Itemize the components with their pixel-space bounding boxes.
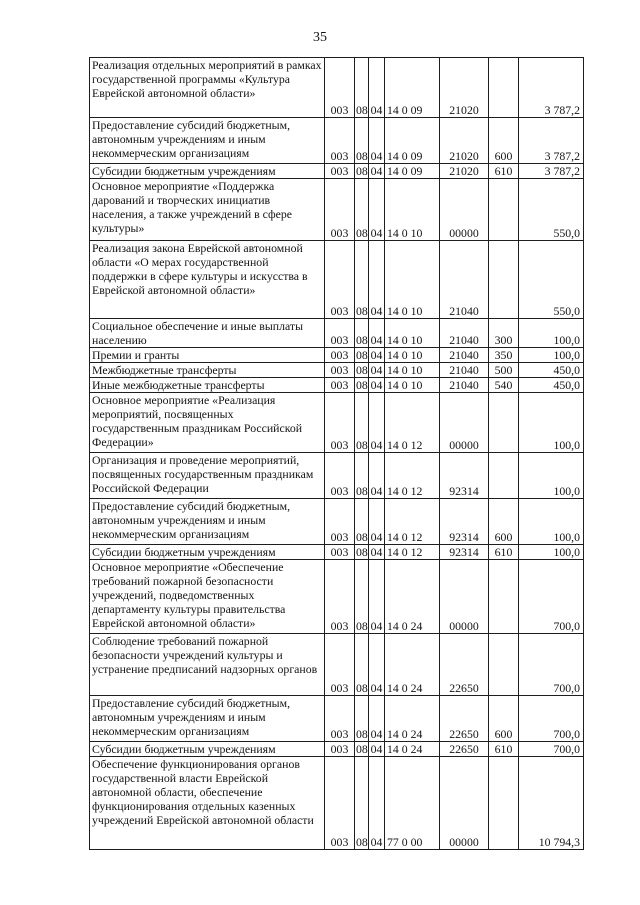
target-code: 22650 [440, 696, 489, 742]
ministry-code: 003 [325, 634, 355, 696]
amount: 100,0 [519, 348, 584, 363]
section-code: 08 [355, 634, 369, 696]
expense-kind-code [489, 58, 519, 118]
program-code: 14 0 24 [385, 634, 440, 696]
row-description: Реализация отдельных мероприятий в рамках государственной программы «Культура Еврейской автономной области» [90, 58, 325, 118]
row-description: Обеспечение функционирования органов государственной власти Еврейской автономной области, обеспечение функционирования отдельных казенных учреждений Еврейской автономной области [90, 757, 325, 850]
ministry-code: 003 [325, 453, 355, 499]
program-code: 14 0 12 [385, 499, 440, 545]
section-code: 08 [355, 560, 369, 634]
expense-kind-code: 610 [489, 164, 519, 179]
table-row [90, 378, 584, 393]
row-description: Субсидии бюджетным учреждениям [90, 742, 325, 757]
amount: 700,0 [519, 560, 584, 634]
page-number: 35 [313, 30, 327, 45]
target-code: 21040 [440, 378, 489, 393]
row-description: Субсидии бюджетным учреждениям [90, 164, 325, 179]
subsection-code: 04 [369, 560, 385, 634]
section-code: 08 [355, 696, 369, 742]
table-row [90, 499, 584, 545]
table-row [90, 118, 584, 164]
table-row [90, 393, 584, 453]
target-code: 00000 [440, 757, 489, 850]
program-code: 14 0 09 [385, 118, 440, 164]
target-code: 22650 [440, 742, 489, 757]
subsection-code: 04 [369, 241, 385, 319]
ministry-code: 003 [325, 378, 355, 393]
subsection-code: 04 [369, 453, 385, 499]
subsection-code: 04 [369, 696, 385, 742]
section-code: 08 [355, 241, 369, 319]
table-row [90, 164, 584, 179]
program-code: 14 0 24 [385, 742, 440, 757]
row-description: Предоставление субсидий бюджетным, автономным учреждениям и иным некоммерческим организациям [90, 696, 325, 742]
section-code: 08 [355, 499, 369, 545]
program-code: 14 0 10 [385, 319, 440, 348]
target-code: 21020 [440, 164, 489, 179]
program-code: 14 0 24 [385, 560, 440, 634]
expense-kind-code [489, 634, 519, 696]
amount: 550,0 [519, 241, 584, 319]
target-code: 21040 [440, 241, 489, 319]
subsection-code: 04 [369, 179, 385, 241]
ministry-code: 003 [325, 696, 355, 742]
table-row [90, 560, 584, 634]
target-code: 00000 [440, 560, 489, 634]
amount: 100,0 [519, 393, 584, 453]
amount: 550,0 [519, 179, 584, 241]
row-description: Социальное обеспечение и иные выплаты населению [90, 319, 325, 348]
program-code: 14 0 24 [385, 696, 440, 742]
target-code: 21040 [440, 363, 489, 378]
expense-kind-code: 600 [489, 118, 519, 164]
expense-kind-code [489, 560, 519, 634]
section-code: 08 [356, 348, 368, 362]
amount: 3 787,2 [519, 164, 584, 179]
program-code: 77 0 00 [385, 757, 440, 850]
subsection-code: 04 [369, 545, 385, 560]
amount: 450,0 [519, 378, 584, 393]
table-row [90, 363, 584, 378]
program-code: 14 0 12 [385, 545, 440, 560]
subsection-code: 04 [369, 378, 385, 393]
ministry-code: 003 [325, 742, 355, 757]
ministry-code: 003 [325, 118, 355, 164]
amount: 100,0 [519, 453, 584, 499]
row-description: Организация и проведение мероприятий, посвященных государственным праздникам Российской Федерации [90, 453, 325, 499]
section-code: 08 [355, 453, 369, 499]
program-code: 14 0 10 [385, 241, 440, 319]
expense-kind-code [489, 241, 519, 319]
subsection-code: 04 [369, 58, 385, 118]
expense-kind-code [489, 179, 519, 241]
table-row [90, 319, 584, 348]
program-code: 14 0 12 [385, 453, 440, 499]
program-code: 14 0 10 [385, 363, 440, 378]
target-code: 00000 [440, 179, 489, 241]
table-row [90, 241, 584, 319]
section-code: 08 [355, 118, 369, 164]
table-row [90, 58, 584, 118]
row-description: Премии и гранты [90, 348, 325, 363]
section-code: 08 [356, 545, 368, 559]
expense-kind-code: 600 [489, 499, 519, 545]
ministry-code: 003 [325, 58, 355, 118]
table-row [90, 545, 584, 560]
ministry-code: 003 [325, 757, 355, 850]
subsection-code: 04 [369, 742, 385, 757]
ministry-code: 003 [325, 560, 355, 634]
budget-table [89, 57, 584, 850]
program-code: 14 0 09 [385, 164, 440, 179]
section-code: 08 [355, 179, 369, 241]
target-code: 92314 [440, 545, 489, 560]
expense-kind-code: 500 [489, 363, 519, 378]
subsection-code: 04 [369, 164, 385, 179]
row-description: Соблюдение требований пожарной безопасности учреждений культуры и устранение предписаний надзорных органов [90, 634, 325, 696]
row-description: Субсидии бюджетным учреждениям [90, 545, 325, 560]
ministry-code: 003 [325, 241, 355, 319]
target-code: 21040 [440, 319, 489, 348]
target-code: 00000 [440, 393, 489, 453]
expense-kind-code: 600 [489, 696, 519, 742]
amount: 700,0 [519, 634, 584, 696]
ministry-code: 003 [325, 545, 355, 560]
amount: 100,0 [519, 499, 584, 545]
ministry-code: 003 [325, 393, 355, 453]
target-code: 92314 [440, 453, 489, 499]
ministry-code: 003 [325, 363, 355, 378]
expense-kind-code [489, 757, 519, 850]
expense-kind-code [489, 393, 519, 453]
ministry-code: 003 [325, 499, 355, 545]
row-description: Реализация закона Еврейской автономной области «О мерах государственной поддержки в сфере культуры и искусства в Еврейской автономной области» [90, 241, 325, 319]
expense-kind-code [489, 453, 519, 499]
table-row [90, 453, 584, 499]
row-description: Основное мероприятие «Обеспечение требований пожарной безопасности учреждений, подведомственных департаменту культуры правительства Еврейской автономной области» [90, 560, 325, 634]
subsection-code: 04 [369, 393, 385, 453]
ministry-code: 003 [325, 348, 355, 363]
target-code: 92314 [440, 499, 489, 545]
section-code: 08 [355, 757, 369, 850]
subsection-code: 04 [369, 634, 385, 696]
section-code: 08 [355, 319, 369, 348]
ministry-code: 003 [325, 319, 355, 348]
target-code: 22650 [440, 634, 489, 696]
expense-kind-code: 540 [489, 378, 519, 393]
program-code: 14 0 09 [385, 58, 440, 118]
expense-kind-code: 350 [489, 348, 519, 363]
section-code: 08 [356, 363, 368, 377]
amount: 100,0 [519, 545, 584, 560]
row-description: Иные межбюджетные трансферты [90, 378, 325, 393]
target-code: 21020 [440, 118, 489, 164]
program-code: 14 0 10 [385, 179, 440, 241]
row-description: Основное мероприятие «Реализация мероприятий, посвященных государственным праздникам Российской Федерации» [90, 393, 325, 453]
amount: 100,0 [519, 319, 584, 348]
amount: 10 794,3 [519, 757, 584, 850]
target-code: 21040 [440, 348, 489, 363]
expense-kind-code: 610 [489, 742, 519, 757]
section-code: 08 [355, 58, 369, 118]
program-code: 14 0 10 [385, 348, 440, 363]
subsection-code: 04 [369, 118, 385, 164]
section-code: 08 [356, 742, 368, 756]
row-description: Предоставление субсидий бюджетным, автономным учреждениям и иным некоммерческим организациям [90, 499, 325, 545]
table-row [90, 348, 584, 363]
section-code: 08 [355, 393, 369, 453]
expense-kind-code: 300 [489, 319, 519, 348]
table-body [90, 58, 584, 850]
program-code: 14 0 10 [385, 378, 440, 393]
expense-kind-code: 610 [489, 545, 519, 560]
target-code: 21020 [440, 58, 489, 118]
amount: 700,0 [519, 696, 584, 742]
table-row [90, 742, 584, 757]
ministry-code: 003 [325, 164, 355, 179]
table-row [90, 757, 584, 850]
table-row [90, 696, 584, 742]
section-code: 08 [356, 378, 368, 392]
row-description: Межбюджетные трансферты [90, 363, 325, 378]
subsection-code: 04 [369, 499, 385, 545]
amount: 450,0 [519, 363, 584, 378]
amount: 700,0 [519, 742, 584, 757]
amount: 3 787,2 [519, 118, 584, 164]
amount: 3 787,2 [519, 58, 584, 118]
table-row [90, 179, 584, 241]
subsection-code: 04 [369, 363, 385, 378]
program-code: 14 0 12 [385, 393, 440, 453]
table-row [90, 634, 584, 696]
subsection-code: 04 [369, 757, 385, 850]
row-description: Предоставление субсидий бюджетным, автономным учреждениям и иным некоммерческим организациям [90, 118, 325, 164]
section-code: 08 [356, 164, 368, 178]
subsection-code: 04 [369, 319, 385, 348]
subsection-code: 04 [369, 348, 385, 363]
row-description: Основное мероприятие «Поддержка дарований и творческих инициатив населения, а также учреждений в сфере культуры» [90, 179, 325, 241]
ministry-code: 003 [325, 179, 355, 241]
